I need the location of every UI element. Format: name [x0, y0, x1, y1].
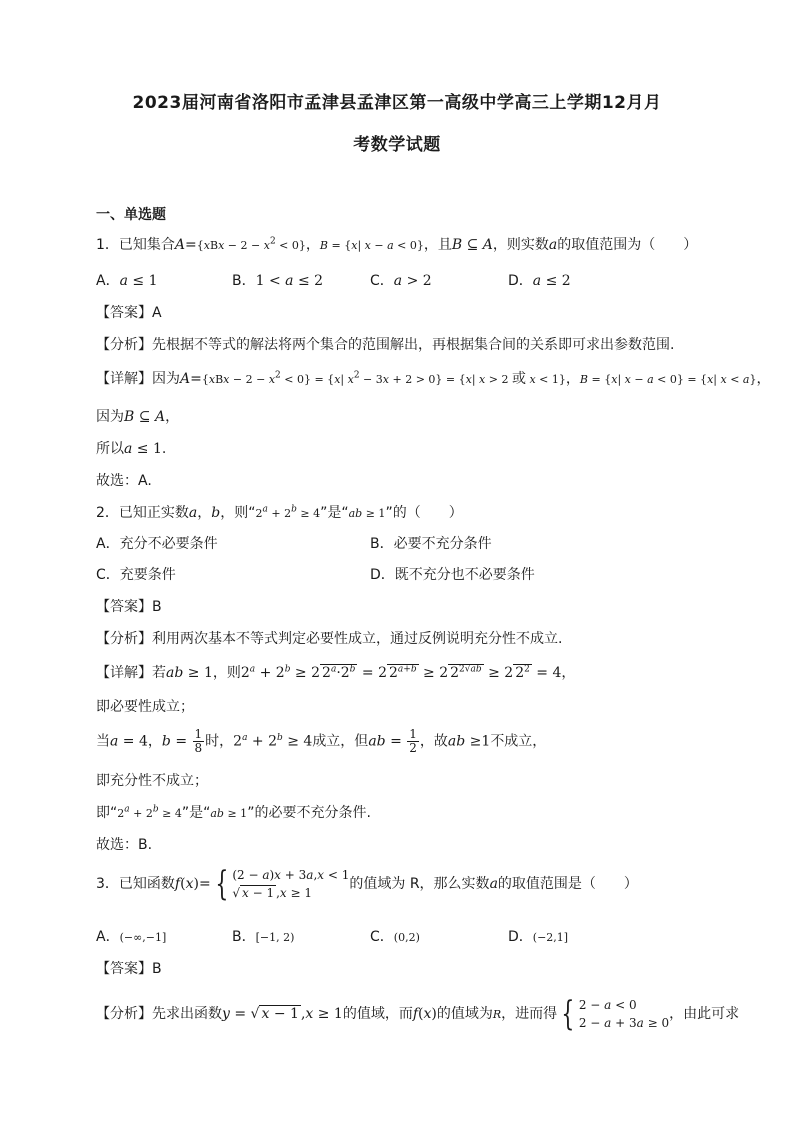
q1-detail-because: 因为B ⊆ A，	[96, 409, 180, 425]
q3-option-b: B．[−1, 2)	[232, 929, 295, 945]
q3-answer: 【答案】B	[96, 961, 162, 977]
q2-analysis: 【分析】利用两次基本不等式判定必要性成立，通过反例说明充分性不成立.	[96, 631, 563, 647]
q2-stem: 2．已知正实数a，b，则“$2^a + 2^b \ge 4$”是“ab ≥ 1”的（ ）	[96, 504, 463, 521]
q2-option-d: D．既不充分也不必要条件	[370, 567, 535, 583]
q2-option-a: A．充分不必要条件	[96, 536, 218, 552]
q1-detail-so: 所以a ≤ 1.	[96, 441, 167, 457]
q1-option-b: B．1 < a ≤ 2	[232, 273, 324, 289]
q2-necessity: 即必要性成立；	[96, 699, 194, 715]
q1-detail: 【详解】因为$A=\{xBx - 2 - x^2 < 0\} = \{x|$ $x^2 - 3x + 2 > 0\} = \{x|$ x > 2 或 x < 1}，B = {x| x − a < 0} = {x| x < a}，	[96, 370, 771, 387]
q1-analysis: 【分析】先根据不等式的解法将两个集合的范围解出，再根据集合间的关系即可求出参数范围.	[96, 337, 675, 353]
section-heading: 一、单选题	[96, 207, 166, 223]
q1-answer: 【答案】A	[96, 305, 162, 321]
q2-counterexample: 当a = 4，b = $\frac{1}{8}$ 时，$2^a + 2^b \ge 4$成立，但ab = $\frac{1}{2}$ ，故ab ≥1不成立，	[96, 727, 547, 755]
q2-conclusion: 即“$2^a + 2^b \ge 4$”是“ab ≥ 1”的必要不充分条件.	[96, 804, 371, 821]
q2-detail: 【详解】若ab ≥ 1，则$2^a + 2^b \ge 2$ $2^a\cdot 2^b = 2$ $2^{a+b} \ge 2$ $2^{2√ab} \ge 2$ $2^2 = 4$，	[96, 664, 576, 681]
q1-option-a: A．a ≤ 1	[96, 273, 158, 289]
q3-option-a: A．(−∞,−1]	[96, 929, 167, 945]
q1-option-c: C．a > 2	[370, 273, 432, 289]
q1-stem: 1．已知集合$A=\{xBx - 2 - x^2 < 0\}$，B = {x| x − a < 0}，且B ⊆ A，则实数a的取值范围为（ ）	[96, 236, 698, 253]
q2-answer: 【答案】B	[96, 599, 162, 615]
q2-sufficiency: 即充分性不成立；	[96, 773, 208, 789]
q1-option-d: D．a ≤ 2	[508, 273, 571, 289]
document-title-line-2: 考数学试题	[353, 135, 441, 155]
q3-option-c: C．(0,2)	[370, 929, 420, 945]
q2-choose: 故选：B.	[96, 837, 153, 853]
q3-stem: 3．已知函数f(x)= { (2 − a)x + 3a,x < 1 √ x − 1 ,x ≥ 1的值域为 R，那么实数a的取值范围是（ ）	[96, 864, 638, 904]
q2-option-c: C．充要条件	[96, 567, 176, 583]
q2-option-b: B．必要不充分条件	[370, 536, 492, 552]
q3-analysis: 【分析】先求出函数y = √ x − 1 ,x ≥ 1的值域，而f(x)的值域为R，进而得 { 2 − a < 0 2 − a + 3a ≥ 0，由此可求	[96, 994, 740, 1034]
q3-option-d: D．(−2,1]	[508, 929, 569, 945]
q1-choose: 故选：A.	[96, 473, 152, 489]
document-title-line-1: 2023届河南省洛阳市孟津县孟津区第一高级中学高三上学期12月月	[132, 93, 662, 113]
